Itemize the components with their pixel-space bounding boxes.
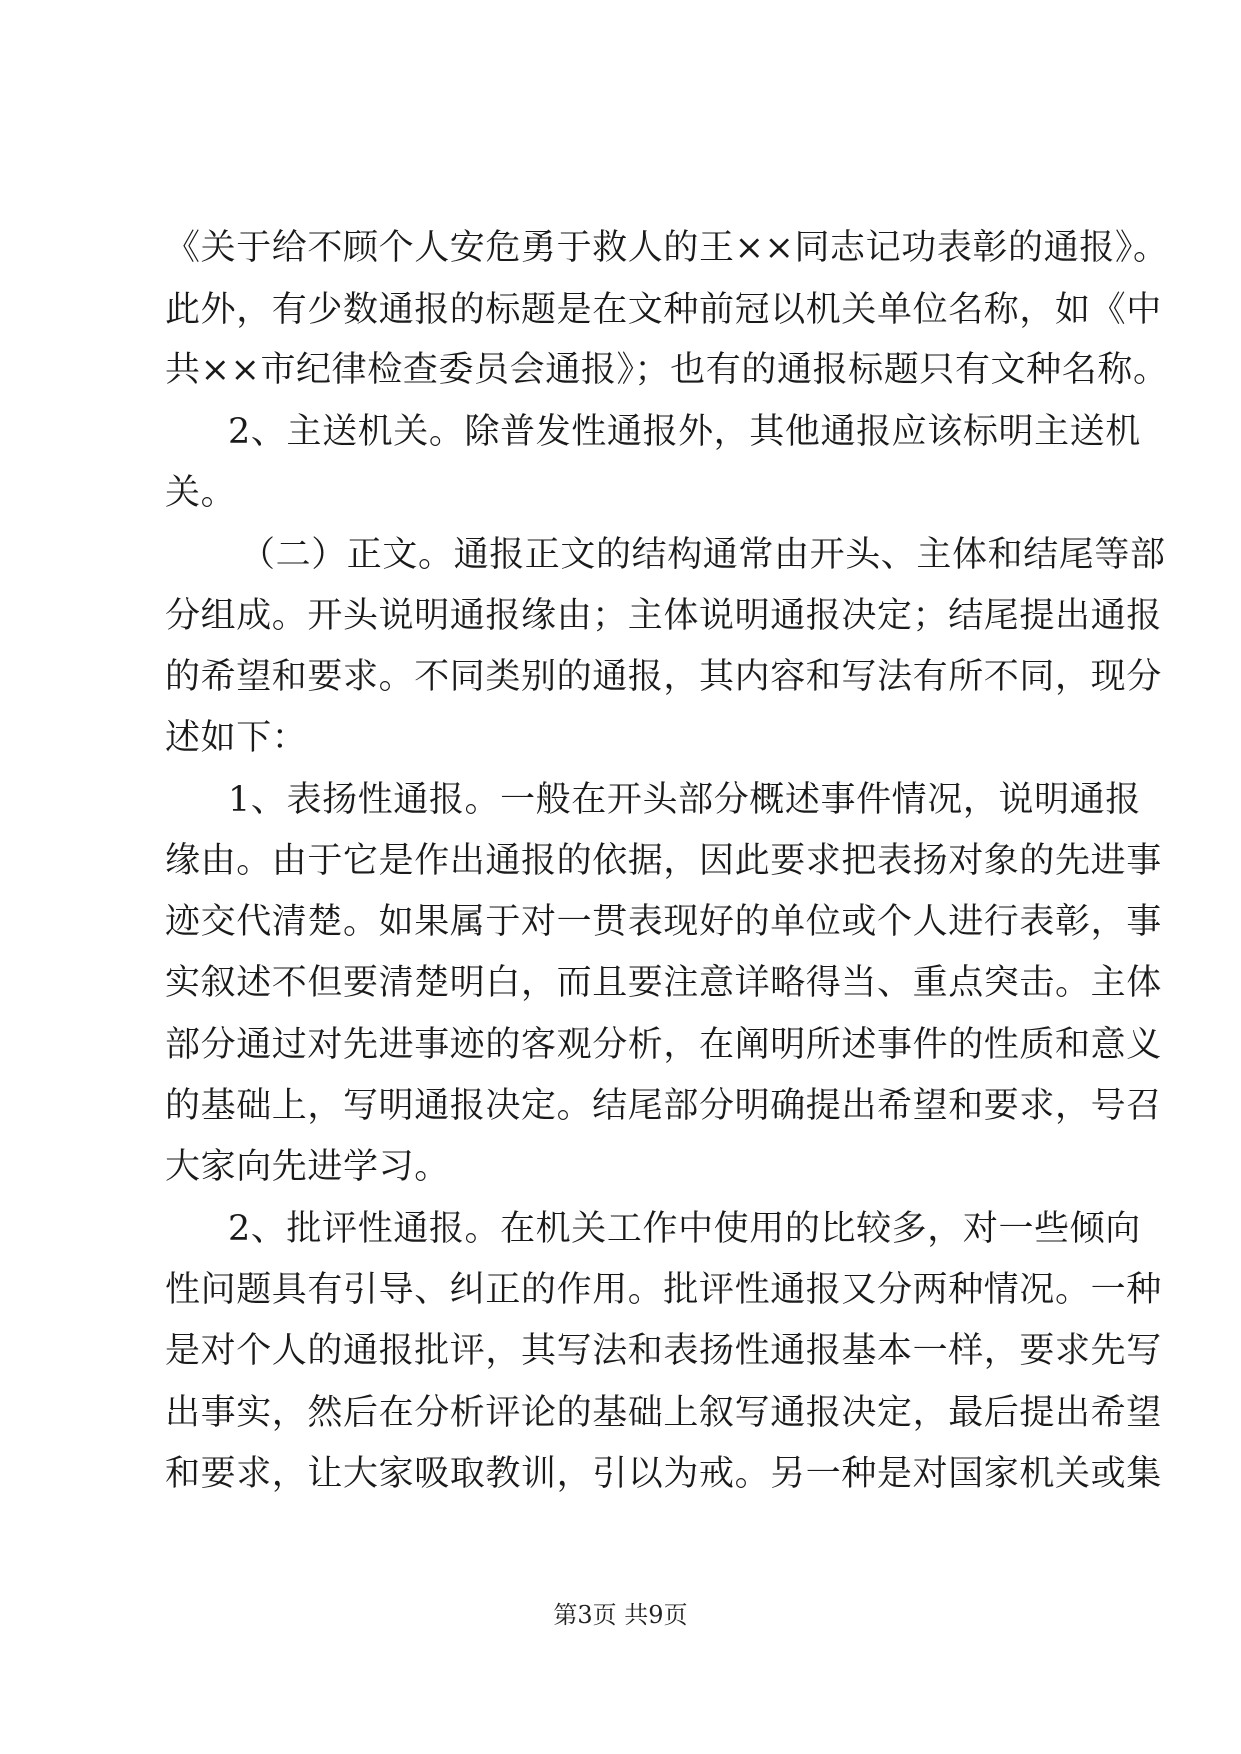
body-line: 性问题具有引导、纠正的作用。批评性通报又分两种情况。一种 <box>165 1270 1162 1310</box>
paragraph-first-line: （二）正文。通报正文的结构通常由开头、主体和结尾等部 <box>240 535 1166 575</box>
body-line: 此外，有少数通报的标题是在文种前冠以机关单位名称，如《中 <box>165 290 1162 330</box>
body-line: 和要求，让大家吸取教训，引以为戒。另一种是对国家机关或集 <box>165 1454 1162 1494</box>
paragraph-first-line: 2、批评性通报。在机关工作中使用的比较多，对一些倾向 <box>228 1209 1141 1249</box>
page-number-footer: 第3页 共9页 <box>553 1601 688 1629</box>
body-line: 实叙述不但要清楚明白，而且要注意详略得当、重点突击。主体 <box>165 963 1162 1003</box>
body-line: 关。 <box>165 473 237 513</box>
body-line: 大家向先进学习。 <box>165 1147 450 1187</box>
paragraph-first-line: 2、主送机关。除普发性通报外，其他通报应该标明主送机 <box>228 412 1141 452</box>
body-line: 迹交代清楚。如果属于对一贯表现好的单位或个人进行表彰，事 <box>165 902 1162 942</box>
body-line: 《关于给不顾个人安危勇于救人的王××同志记功表彰的通报》。 <box>165 228 1169 268</box>
body-line: 分组成。开头说明通报缘由；主体说明通报决定；结尾提出通报 <box>165 596 1162 636</box>
body-line: 缘由。由于它是作出通报的依据，因此要求把表扬对象的先进事 <box>165 841 1162 881</box>
body-line: 部分通过对先进事迹的客观分析，在阐明所述事件的性质和意义 <box>165 1025 1162 1065</box>
body-line: 出事实，然后在分析评论的基础上叙写通报决定，最后提出希望 <box>165 1393 1162 1433</box>
body-line: 共××市纪律检查委员会通报》；也有的通报标题只有文种名称。 <box>165 350 1169 390</box>
body-line: 是对个人的通报批评，其写法和表扬性通报基本一样，要求先写 <box>165 1331 1162 1371</box>
body-line: 述如下： <box>165 718 308 758</box>
body-line: 的基础上，写明通报决定。结尾部分明确提出希望和要求，号召 <box>165 1086 1162 1126</box>
body-line: 的希望和要求。不同类别的通报，其内容和写法有所不同，现分 <box>165 657 1162 697</box>
paragraph-first-line: 1、表扬性通报。一般在开头部分概述事件情况，说明通报 <box>228 780 1141 820</box>
